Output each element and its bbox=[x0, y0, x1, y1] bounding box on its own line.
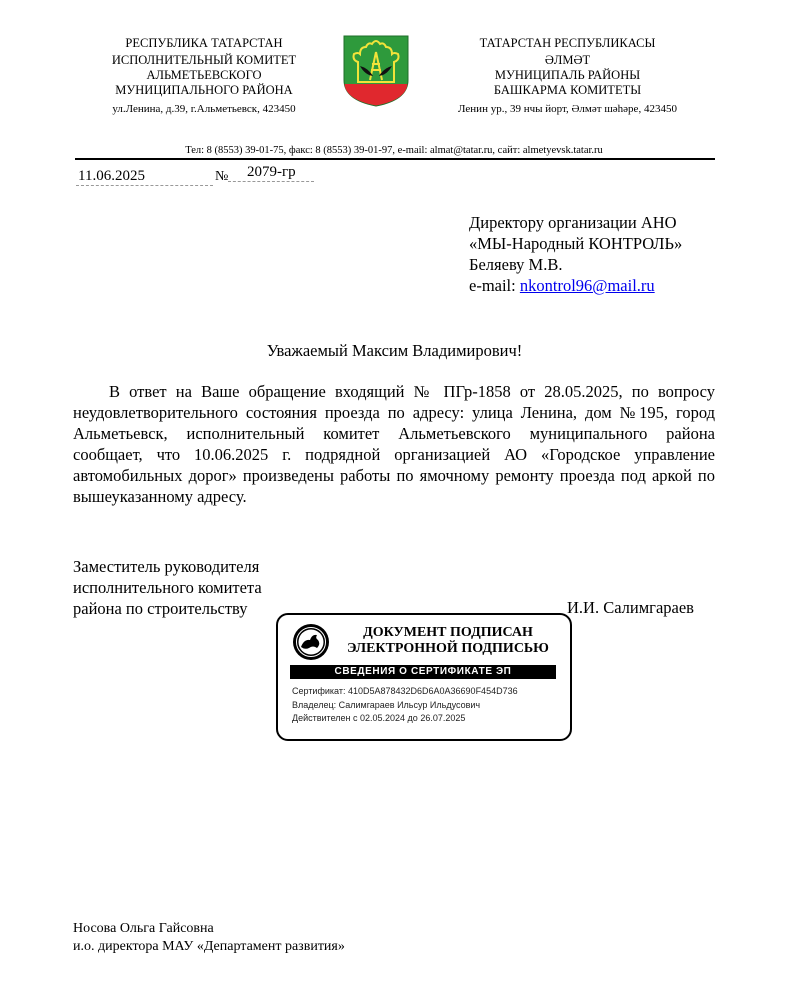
tatarstan-seal-icon bbox=[292, 623, 330, 661]
stamp-validity: Действителен с 02.05.2024 до 26.07.2025 bbox=[292, 713, 466, 723]
header-left-address: ул.Ленина, д.39, г.Альметьевск, 423450 bbox=[112, 103, 296, 115]
executor-position: и.о. директора МАУ «Департамент развития» bbox=[73, 939, 345, 954]
addressee-email-row bbox=[469, 275, 682, 296]
stamp-heading-line1: ДОКУМЕНТ ПОДПИСАН bbox=[363, 625, 533, 640]
addressee-line2: «МЫ-Народный КОНТРОЛЬ» bbox=[469, 234, 683, 253]
executor-name: Носова Ольга Гайсовна bbox=[73, 921, 214, 936]
signatory-title-line1: Заместитель руководителя bbox=[73, 557, 260, 576]
number-sign: № bbox=[215, 169, 229, 184]
stamp-owner: Владелец: Салимгараев Ильсур Ильдусович bbox=[292, 699, 481, 710]
stamp-info bbox=[292, 685, 518, 726]
header-left-line3: АЛЬМЕТЬЕВСКОГО bbox=[146, 68, 262, 82]
registration-date: 11.06.2025 bbox=[76, 168, 213, 186]
signatory-title bbox=[73, 556, 262, 619]
header-divider bbox=[75, 158, 715, 160]
greeting: Уважаемый Максим Владимирович! bbox=[266, 341, 523, 360]
header-left-block bbox=[90, 36, 318, 117]
header-left-line1: РЕСПУБЛИКА ТАТАРСТАН bbox=[125, 36, 283, 50]
registration-number: 2079-гр bbox=[228, 164, 314, 182]
electronic-signature-stamp bbox=[276, 613, 572, 741]
signatory-title-line2: исполнительного комитета bbox=[73, 578, 262, 597]
email-link[interactable]: nkontrol96@mail.ru bbox=[519, 276, 655, 295]
stamp-certificate: Сертификат: 410D5A878432D6D6A0A36690F454D736 bbox=[292, 686, 518, 696]
coat-of-arms-icon bbox=[342, 34, 410, 108]
header-right-line2: ӘЛМӘТ bbox=[544, 53, 591, 67]
registration-line bbox=[76, 164, 314, 186]
addressee-line1: Директору организации АНО bbox=[469, 213, 677, 232]
signatory-name: И.И. Салимгараев bbox=[567, 598, 694, 617]
email-label: e-mail: bbox=[469, 276, 520, 295]
signatory-title-line3: района по строительству bbox=[73, 599, 248, 618]
header-right-line1: ТАТАРСТАН РЕСПУБЛИКАСЫ bbox=[479, 36, 656, 50]
contacts-line: Тел: 8 (8553) 39-01-75, факс: 8 (8553) 39-01-97, e-mail: almat@tatar.ru, сайт: almetyevsk.tatar.ru bbox=[185, 145, 603, 156]
header-left-line4: МУНИЦИПАЛЬНОГО РАЙОНА bbox=[115, 83, 293, 97]
addressee-block bbox=[469, 212, 682, 296]
stamp-heading bbox=[338, 625, 558, 657]
header-right-line4: БАШКАРМА КОМИТЕТЫ bbox=[493, 83, 642, 97]
header-right-line3: МУНИЦИПАЛЬ РАЙОНЫ bbox=[494, 68, 641, 82]
addressee-line3: Беляеву М.В. bbox=[469, 255, 563, 274]
letter-body: В ответ на Ваше обращение входящий № ПГр-1858 от 28.05.2025, по вопросу неудовлетворительного состояния проезда по адресу: улица Ленина, дом №195, город Альметьевск, исполнительный комитет Альметьевского муниципального района сообщает, что 10.06.2025 г. подрядной организацией АО «Городское управление автомобильных дорог» произведены работы по ямочному ремонту проезда под аркой по вышеуказанному адресу. bbox=[73, 382, 715, 506]
header-right-address: Ленин ур., 39 нчы йорт, Әлмәт шәһәре, 423450 bbox=[458, 103, 677, 115]
header-right-block bbox=[440, 36, 695, 117]
stamp-heading-line2: ЭЛЕКТРОННОЙ ПОДПИСЬЮ bbox=[347, 641, 549, 656]
stamp-certificate-bar: СВЕДЕНИЯ О СЕРТИФИКАТЕ ЭП bbox=[290, 665, 556, 679]
header-left-line2: ИСПОЛНИТЕЛЬНЫЙ КОМИТЕТ bbox=[111, 53, 297, 67]
executor-block bbox=[73, 920, 345, 956]
